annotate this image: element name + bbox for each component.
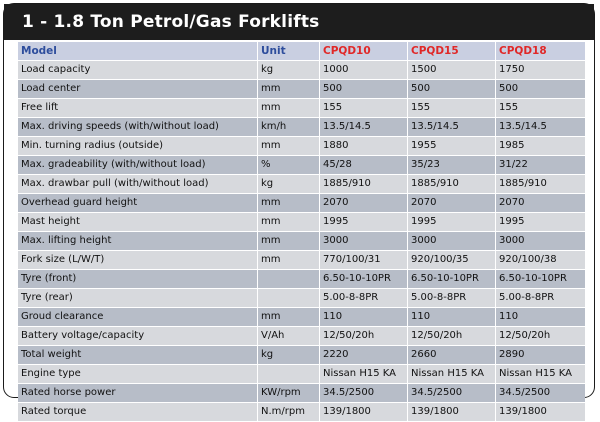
- spec-table: [18, 42, 585, 422]
- cell-unit: [258, 270, 320, 288]
- cell-unit: mm: [258, 194, 320, 212]
- cell-unit: mm: [258, 99, 320, 117]
- cell-unit: mm: [258, 232, 320, 250]
- cell-parameter: Rated torque: [18, 403, 258, 421]
- cell-cpqd15: 920/100/35: [408, 251, 496, 269]
- cell-cpqd15: 5.00-8-8PR: [408, 289, 496, 307]
- table-row: [18, 384, 585, 403]
- cell-unit: %: [258, 156, 320, 174]
- cell-cpqd18: 2070: [499, 197, 525, 208]
- cell-cpqd10: 3000: [320, 232, 408, 250]
- cell-cpqd18: 500: [499, 83, 519, 94]
- cell-cpqd10: 1995: [320, 213, 408, 231]
- cell-cpqd15: 110: [408, 308, 496, 326]
- cell-parameter: Tyre (front): [18, 270, 258, 288]
- header-unit: Unit: [258, 42, 320, 60]
- table-row: [18, 289, 585, 308]
- cell-unit: mm: [258, 137, 320, 155]
- cell-parameter: Total weight: [18, 346, 258, 364]
- cell-cpqd18: 34.5/2500: [499, 387, 551, 398]
- cell-unit: [258, 289, 320, 307]
- cell-cpqd10: 1880: [320, 137, 408, 155]
- header-cpqd10: CPQD10: [320, 42, 408, 60]
- cell-cpqd15: 2660: [408, 346, 496, 364]
- table-row: [18, 308, 585, 327]
- cell-cpqd15: 3000: [408, 232, 496, 250]
- spec-card: [3, 3, 595, 417]
- cell-cpqd10: Nissan H15 KA: [320, 365, 408, 383]
- cell-cpqd15: 1995: [408, 213, 496, 231]
- cell-parameter: Mast height: [18, 213, 258, 231]
- cell-cpqd18: 1750: [499, 64, 525, 75]
- table-row: [18, 346, 585, 365]
- cell-cpqd15: 1955: [408, 137, 496, 155]
- cell-parameter: Load center: [18, 80, 258, 98]
- cell-unit: kg: [258, 346, 320, 364]
- cell-unit: km/h: [258, 118, 320, 136]
- cell-cpqd15: 2070: [408, 194, 496, 212]
- cell-unit: mm: [258, 251, 320, 269]
- title-bar: [4, 4, 594, 40]
- page-title: 1 - 1.8 Ton Petrol/Gas Forklifts: [22, 12, 320, 32]
- cell-cpqd18: 139/1800: [499, 406, 547, 417]
- cell-cpqd10: 139/1800: [320, 403, 408, 421]
- cell-cpqd15: Nissan H15 KA: [408, 365, 496, 383]
- cell-cpqd10: 34.5/2500: [320, 384, 408, 402]
- cell-cpqd15: 6.50-10-10PR: [408, 270, 496, 288]
- cell-cpqd10: 12/50/20h: [320, 327, 408, 345]
- cell-cpqd18: 920/100/38: [499, 254, 557, 265]
- table-row: [18, 194, 585, 213]
- cell-cpqd18: 31/22: [499, 159, 528, 170]
- cell-cpqd15: 155: [408, 99, 496, 117]
- cell-cpqd15: 139/1800: [408, 403, 496, 421]
- cell-cpqd18: Nissan H15 KA: [499, 368, 572, 379]
- table-row: [18, 327, 585, 346]
- header-model: Model: [18, 42, 258, 60]
- cell-cpqd10: 13.5/14.5: [320, 118, 408, 136]
- cell-cpqd18: 13.5/14.5: [499, 121, 547, 132]
- table-row: [18, 137, 585, 156]
- header-cpqd18: CPQD18: [499, 45, 547, 57]
- cell-unit: kg: [258, 175, 320, 193]
- table-row: [18, 213, 585, 232]
- cell-parameter: Max. gradeability (with/without load): [18, 156, 258, 174]
- cell-cpqd10: 6.50-10-10PR: [320, 270, 408, 288]
- cell-parameter: Max. driving speeds (with/without load): [18, 118, 258, 136]
- cell-unit: V/Ah: [258, 327, 320, 345]
- table-row: [18, 118, 585, 137]
- cell-parameter: Max. drawbar pull (with/without load): [18, 175, 258, 193]
- cell-parameter: Battery voltage/capacity: [18, 327, 258, 345]
- cell-cpqd15: 12/50/20h: [408, 327, 496, 345]
- cell-cpqd10: 2220: [320, 346, 408, 364]
- cell-unit: KW/rpm: [258, 384, 320, 402]
- cell-cpqd18: 5.00-8-8PR: [499, 292, 555, 303]
- cell-cpqd10: 500: [320, 80, 408, 98]
- table-row: [18, 365, 585, 384]
- table-row: [18, 251, 585, 270]
- cell-unit: N.m/rpm: [258, 403, 320, 421]
- table-body: [18, 61, 585, 422]
- table-row: [18, 403, 585, 422]
- table-row: [18, 80, 585, 99]
- table-row: [18, 232, 585, 251]
- cell-parameter: Max. lifting height: [18, 232, 258, 250]
- cell-cpqd15: 13.5/14.5: [408, 118, 496, 136]
- cell-cpqd10: 770/100/31: [320, 251, 408, 269]
- cell-cpqd18: 3000: [499, 235, 525, 246]
- table-header-row: [18, 42, 585, 61]
- cell-cpqd15: 500: [408, 80, 496, 98]
- cell-cpqd15: 34.5/2500: [408, 384, 496, 402]
- cell-parameter: Engine type: [18, 365, 258, 383]
- table-row: [18, 99, 585, 118]
- cell-unit: [258, 365, 320, 383]
- cell-cpqd10: 110: [320, 308, 408, 326]
- cell-parameter: Tyre (rear): [18, 289, 258, 307]
- cell-cpqd18: 110: [499, 311, 519, 322]
- cell-unit: mm: [258, 308, 320, 326]
- cell-parameter: Load capacity: [18, 61, 258, 79]
- cell-unit: kg: [258, 61, 320, 79]
- table-row: [18, 156, 585, 175]
- table-row: [18, 175, 585, 194]
- cell-parameter: Groud clearance: [18, 308, 258, 326]
- table-row: [18, 61, 585, 80]
- cell-cpqd10: 1000: [320, 61, 408, 79]
- cell-cpqd10: 155: [320, 99, 408, 117]
- cell-cpqd18: 12/50/20h: [499, 330, 551, 341]
- cell-cpqd15: 35/23: [408, 156, 496, 174]
- cell-parameter: Free lift: [18, 99, 258, 117]
- cell-cpqd18: 2890: [499, 349, 525, 360]
- cell-cpqd18: 1995: [499, 216, 525, 227]
- cell-cpqd18: 155: [499, 102, 519, 113]
- cell-cpqd10: 1885/910: [320, 175, 408, 193]
- cell-cpqd18: 1985: [499, 140, 525, 151]
- cell-cpqd10: 45/28: [320, 156, 408, 174]
- cell-parameter: Min. turning radius (outside): [18, 137, 258, 155]
- cell-cpqd18: 6.50-10-10PR: [499, 273, 567, 284]
- cell-parameter: Rated horse power: [18, 384, 258, 402]
- cell-cpqd18: 1885/910: [499, 178, 547, 189]
- cell-parameter: Fork size (L/W/T): [18, 251, 258, 269]
- cell-unit: mm: [258, 213, 320, 231]
- cell-unit: mm: [258, 80, 320, 98]
- header-cpqd15: CPQD15: [408, 42, 496, 60]
- cell-parameter: Overhead guard height: [18, 194, 258, 212]
- table-row: [18, 270, 585, 289]
- cell-cpqd10: 5.00-8-8PR: [320, 289, 408, 307]
- cell-cpqd15: 1500: [408, 61, 496, 79]
- cell-cpqd15: 1885/910: [408, 175, 496, 193]
- cell-cpqd10: 2070: [320, 194, 408, 212]
